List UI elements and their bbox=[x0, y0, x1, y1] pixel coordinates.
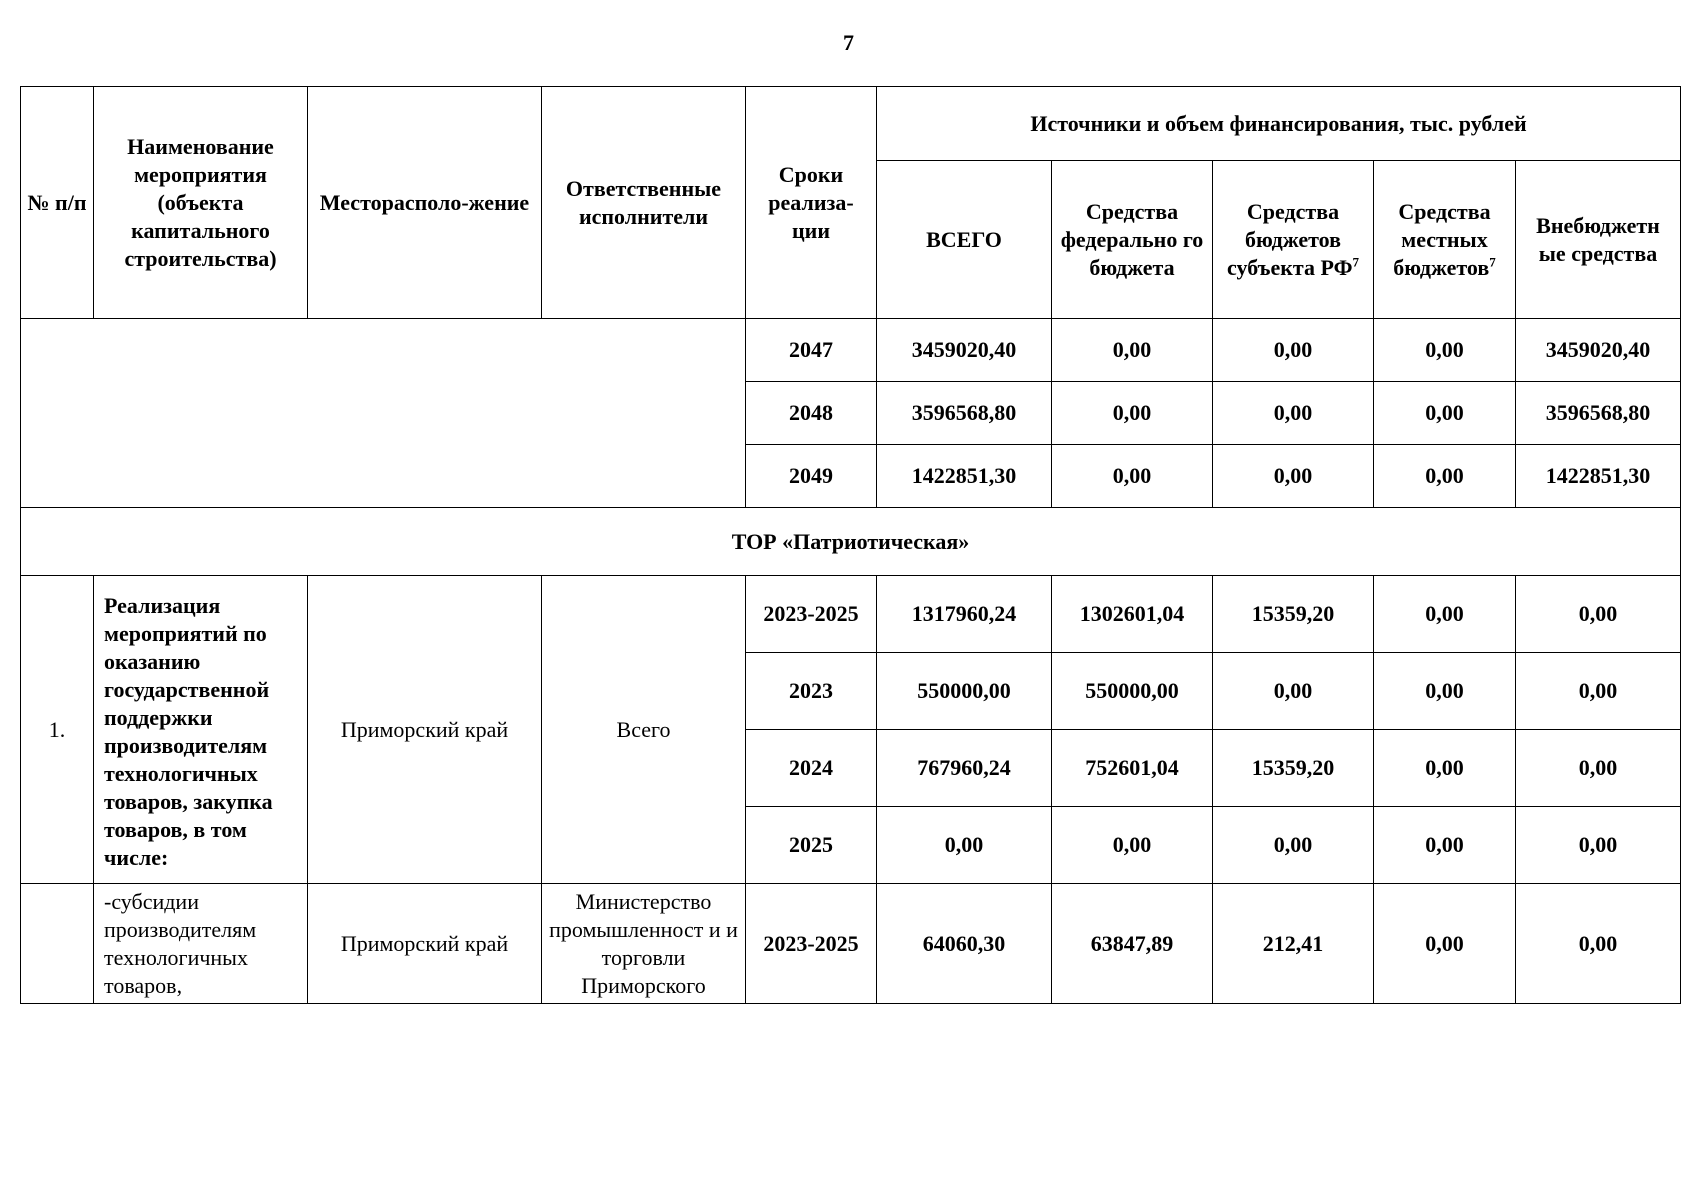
cell-total: 64060,30 bbox=[877, 884, 1052, 1004]
cell-subject: 15359,20 bbox=[1213, 730, 1374, 807]
page-number: 7 bbox=[843, 30, 854, 55]
financing-table bbox=[20, 86, 1681, 1004]
header-local bbox=[1374, 161, 1516, 319]
cell-extra: 0,00 bbox=[1516, 730, 1681, 807]
cell-extra: 0,00 bbox=[1516, 807, 1681, 884]
section-row bbox=[21, 508, 1681, 576]
header-federal: Средства федерально го бюджета bbox=[1052, 161, 1213, 319]
cell-total: 3459020,40 bbox=[877, 319, 1052, 382]
header-extra: Внебюджетн ые средства bbox=[1516, 161, 1681, 319]
cell-subject: 0,00 bbox=[1213, 807, 1374, 884]
header-total: ВСЕГО bbox=[877, 161, 1052, 319]
footnote-mark: 7 bbox=[1352, 254, 1359, 270]
header-name: Наименование мероприятия (объекта капитального строительства) bbox=[94, 87, 308, 319]
header-local-text: Средства местных бюджетов bbox=[1393, 198, 1491, 280]
cell-total: 550000,00 bbox=[877, 653, 1052, 730]
cell-local: 0,00 bbox=[1374, 884, 1516, 1004]
cell-federal: 63847,89 bbox=[1052, 884, 1213, 1004]
cell-year: 2023-2025 bbox=[746, 884, 877, 1004]
header-responsible: Ответственные исполнители bbox=[542, 87, 746, 319]
item-location: Приморский край bbox=[308, 576, 542, 884]
cell-year: 2048 bbox=[746, 382, 877, 445]
item-number: 1. bbox=[21, 576, 94, 884]
sub-item-name: -субсидии производителям технологичных товаров, bbox=[94, 884, 308, 1004]
sub-item-responsible: Министерство промышленност и и торговли Приморского bbox=[542, 884, 746, 1004]
cell-year: 2024 bbox=[746, 730, 877, 807]
cell-subject: 0,00 bbox=[1213, 653, 1374, 730]
cell-local: 0,00 bbox=[1374, 319, 1516, 382]
cell-extra: 0,00 bbox=[1516, 576, 1681, 653]
cell-local: 0,00 bbox=[1374, 445, 1516, 508]
cell-subject: 0,00 bbox=[1213, 382, 1374, 445]
cell-federal: 1302601,04 bbox=[1052, 576, 1213, 653]
cell-local: 0,00 bbox=[1374, 653, 1516, 730]
footnote-mark: 7 bbox=[1489, 254, 1496, 270]
cell-federal: 0,00 bbox=[1052, 807, 1213, 884]
item-responsible: Всего bbox=[542, 576, 746, 884]
cell-year: 2025 bbox=[746, 807, 877, 884]
cell-year: 2049 bbox=[746, 445, 877, 508]
cell-total: 1422851,30 bbox=[877, 445, 1052, 508]
table-row bbox=[21, 884, 1681, 1004]
sub-item-location: Приморский край bbox=[308, 884, 542, 1004]
cell-extra: 0,00 bbox=[1516, 653, 1681, 730]
table-row bbox=[21, 319, 1681, 382]
section-title: ТОР «Патриотическая» bbox=[21, 508, 1681, 576]
cell-local: 0,00 bbox=[1374, 807, 1516, 884]
cell-extra: 0,00 bbox=[1516, 884, 1681, 1004]
header-terms: Сроки реализа-ции bbox=[746, 87, 877, 319]
cell-year: 2023-2025 bbox=[746, 576, 877, 653]
cell-local: 0,00 bbox=[1374, 382, 1516, 445]
table-row bbox=[21, 576, 1681, 653]
header-subject-text: Средства бюджетов субъекта РФ bbox=[1227, 198, 1353, 280]
cell-extra: 3459020,40 bbox=[1516, 319, 1681, 382]
cell-federal: 550000,00 bbox=[1052, 653, 1213, 730]
cell-subject: 0,00 bbox=[1213, 445, 1374, 508]
cell-federal: 752601,04 bbox=[1052, 730, 1213, 807]
continued-blank-cell bbox=[21, 319, 746, 508]
cell-year: 2023 bbox=[746, 653, 877, 730]
cell-extra: 3596568,80 bbox=[1516, 382, 1681, 445]
cell-federal: 0,00 bbox=[1052, 382, 1213, 445]
header-num: № п/п bbox=[21, 87, 94, 319]
item-name: Реализация мероприятий по оказанию государственной поддержки производителям технологичных товаров, закупка товаров, в том числе: bbox=[94, 576, 308, 884]
cell-federal: 0,00 bbox=[1052, 445, 1213, 508]
cell-total: 3596568,80 bbox=[877, 382, 1052, 445]
sub-item-number bbox=[21, 884, 94, 1004]
cell-local: 0,00 bbox=[1374, 576, 1516, 653]
cell-total: 1317960,24 bbox=[877, 576, 1052, 653]
cell-total: 767960,24 bbox=[877, 730, 1052, 807]
cell-subject: 212,41 bbox=[1213, 884, 1374, 1004]
header-location: Месторасполо-жение bbox=[308, 87, 542, 319]
cell-subject: 0,00 bbox=[1213, 319, 1374, 382]
cell-federal: 0,00 bbox=[1052, 319, 1213, 382]
cell-year: 2047 bbox=[746, 319, 877, 382]
cell-total: 0,00 bbox=[877, 807, 1052, 884]
header-sources: Источники и объем финансирования, тыс. рублей bbox=[877, 87, 1681, 161]
cell-local: 0,00 bbox=[1374, 730, 1516, 807]
cell-extra: 1422851,30 bbox=[1516, 445, 1681, 508]
cell-subject: 15359,20 bbox=[1213, 576, 1374, 653]
header-row-1 bbox=[21, 87, 1681, 161]
header-subject bbox=[1213, 161, 1374, 319]
